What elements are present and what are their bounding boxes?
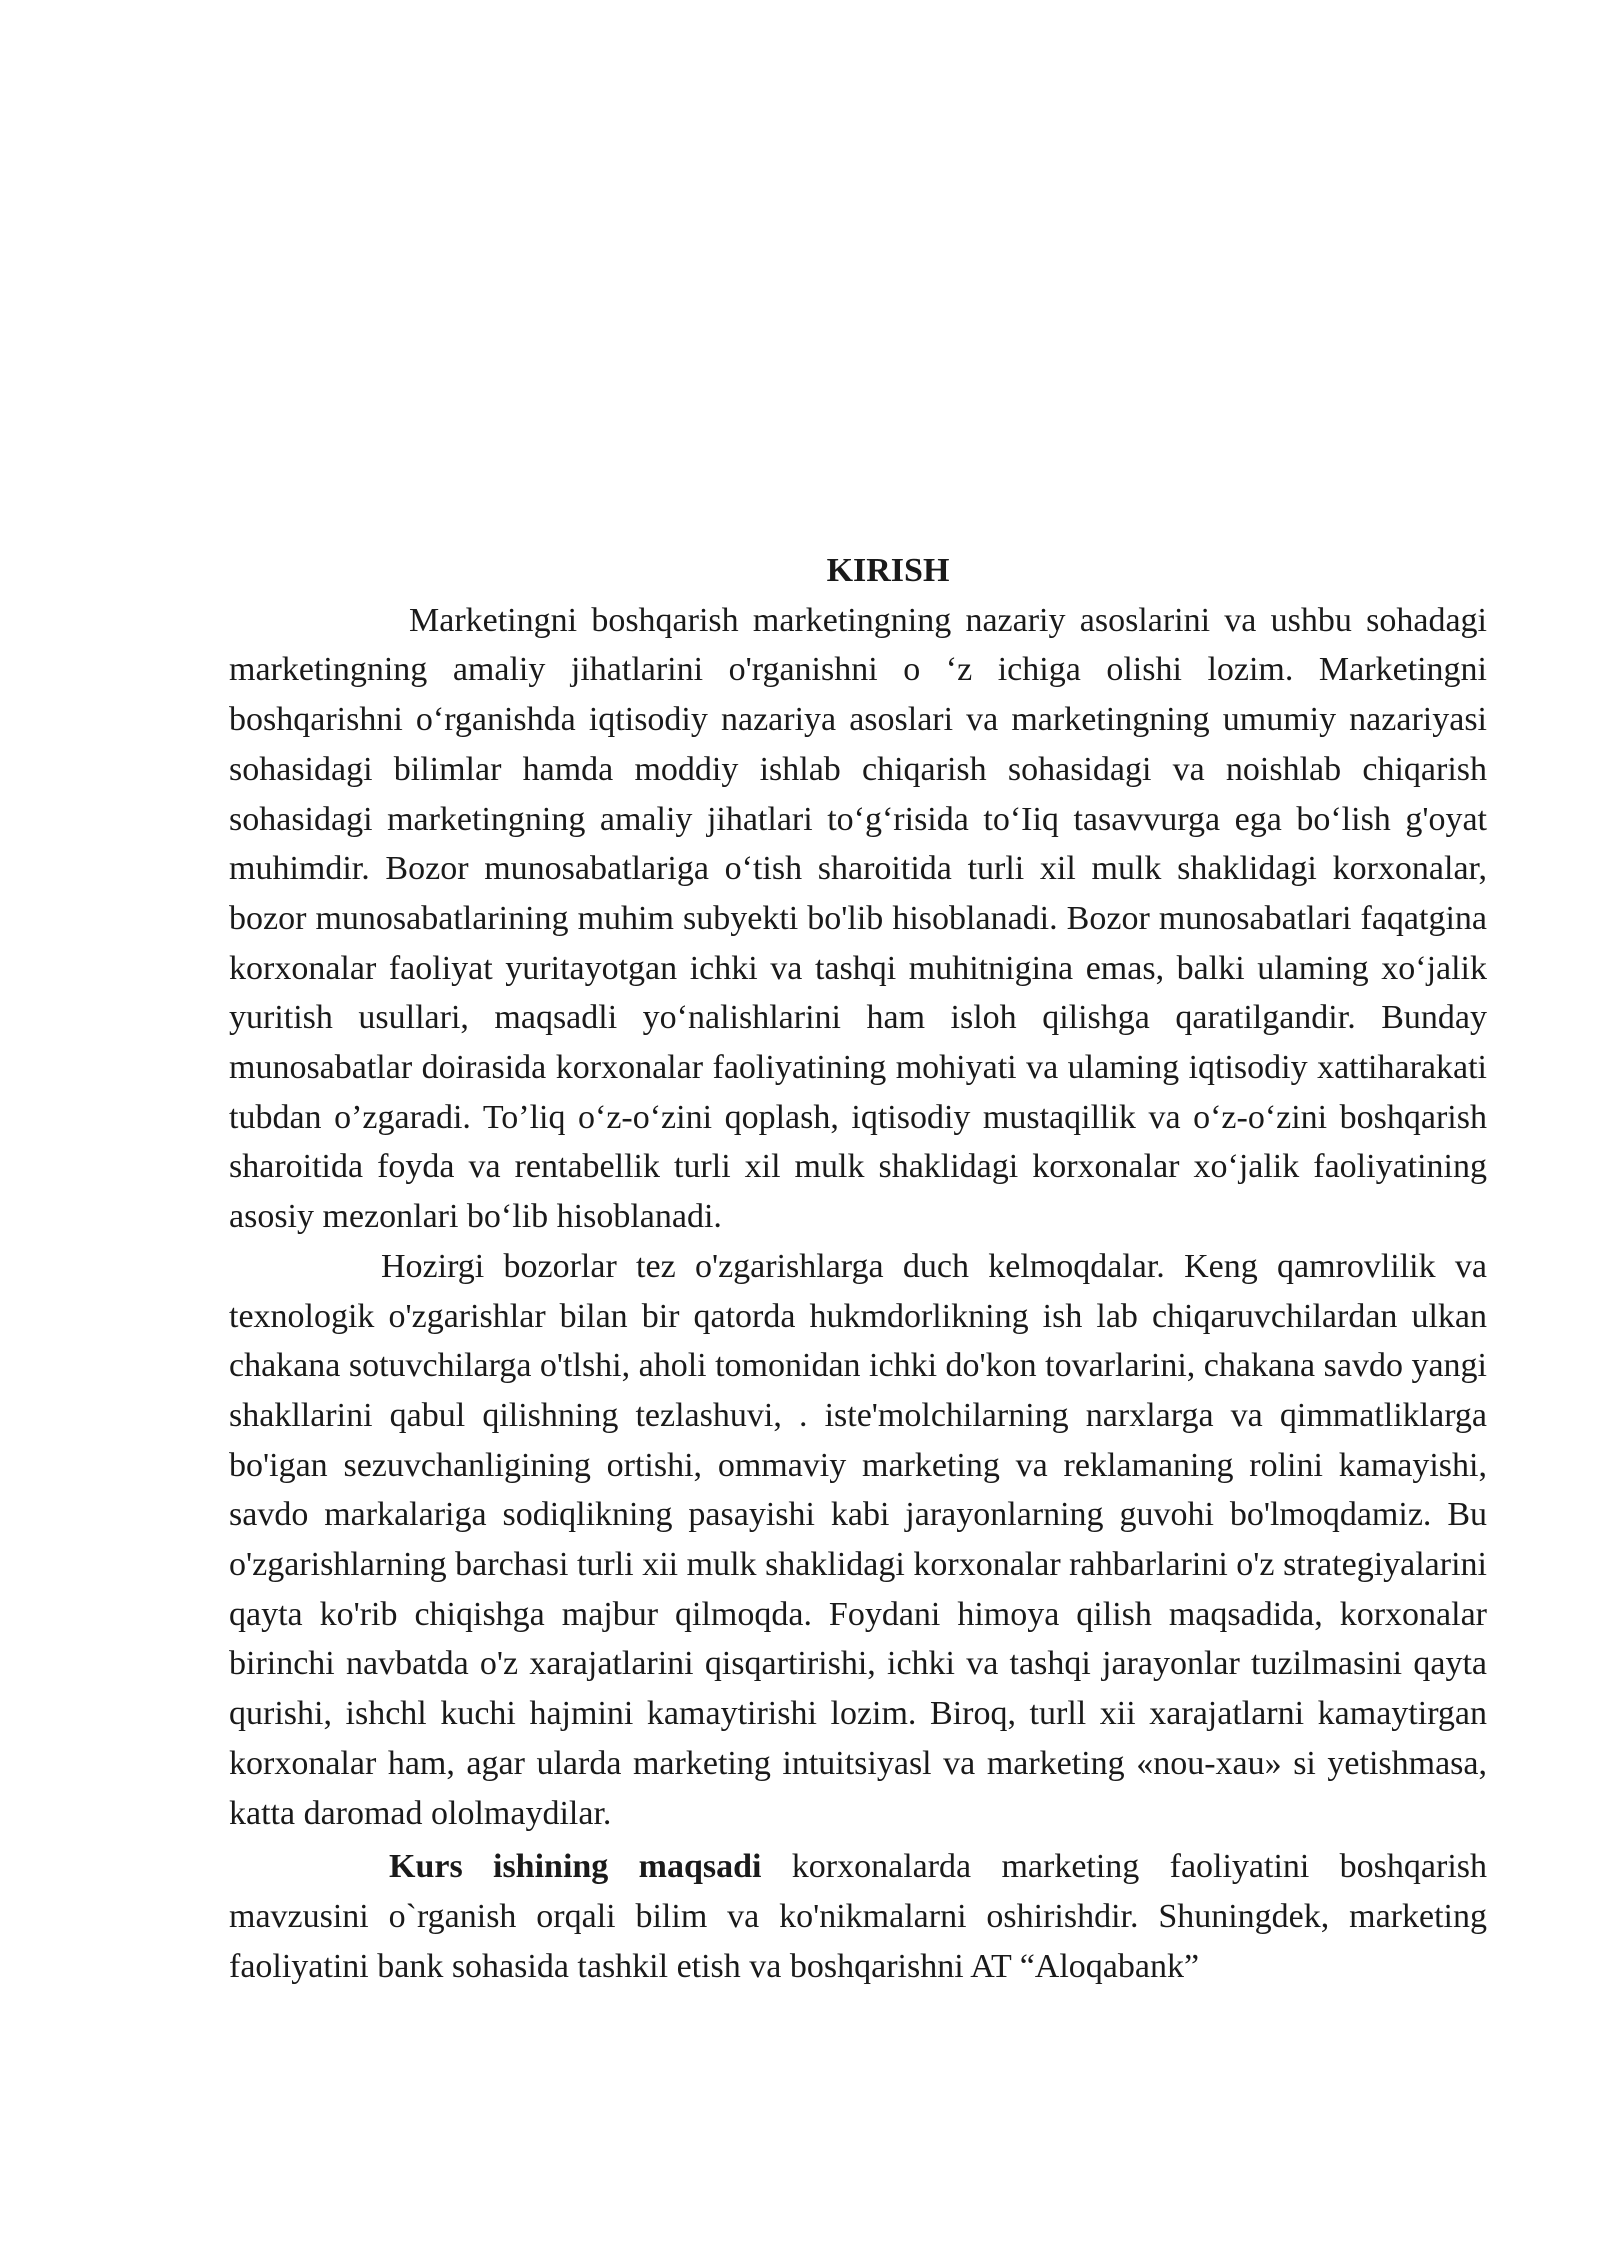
document-body — [229, 546, 1487, 1991]
paragraph-markets: Hozirgi bozorlar tez o'zgarishlarga duch kelmoqdalar. Keng qamrovlilik va texnologik o'zgarishlar bilan bir qatorda hukmdorlikning ish lab chiqaruvchilardan ulkan chakana sotuvchilarga o'tlshi, aholi tomonidan ichki do'kon tovarlarini, chakana savdo yangi shakllarini qabul qilishning tezlashuvi, . iste'molchilarning narxlarga va qimmatliklarga bo'igan sezuvchanligining ortishi, ommaviy marketing va reklamaning rolini kamayishi, savdo markalariga sodiqlikning pasayishi kabi jarayonlarning guvohi bo'lmoqdamiz. Bu o'zgarishlarning barchasi turli xii mulk shaklidagi korxonalar rahbarlarini o'z strategiyalarini qayta ko'rib chiqishga majbur qilmoqda. Foydani himoya qilish maqsadida, korxonalar birinchi navbatda o'z xarajatlarini qisqartirishi, ichki va tashqi jarayonlar tuzilmasini qayta qurishi, ishchl kuchi hajmini kamaytirishi lozim. Biroq, turll xii xarajatlarni kamaytirgan korxonalar ham, agar ularda marketing intuitsiyasl va marketing «nou-xau» si yetishmasa, katta daromad ololmaydilar. — [229, 1247, 1487, 1832]
goal-lead-text: Kurs ishining maqsadi — [389, 1848, 762, 1886]
goal-body-text: korxonalarda marketing faoliyatini boshqarish mavzusini o`rganish orqali bilim va ko'nikmalarni oshirishdir. Shuningdek, marketing faoliyatini bank sohasida tashkil etish va boshqarishni AT “Aloqabank” — [229, 1848, 1488, 1985]
paragraph-intro: Marketingni boshqarish marketingning nazariy asoslarini va ushbu sohadagi marketingning amaliy jihatlarini o'rganishni o ‘z ichiga olishi lozim. Marketingni boshqarishni o‘rganishda iqtisodiy nazariya asoslari va marketingning umumiy nazariyasi sohasidagi bilimlar hamda moddiy ishlab chiqarish sohasidagi va noishlab chiqarish sohasidagi marketingning amaliy jihatlari to‘g‘risida to‘Iiq tasavvurga ega bo‘lish g'oyat muhimdir. Bozor munosabatlariga o‘tish sharoitida turli xil mulk shaklidagi korxonalar, bozor munosabatlarining muhim subyekti bo'lib hisoblanadi. Bozor munosabatlari faqatgina korxonalar faoliyat yuritayotgan ichki va tashqi muhitnigina emas, balki ulaming xo‘jalik yuritish usullari, maqsadli yo‘nalishlarini ham isloh qilishga qaratilgandir. Bunday munosabatlar doirasida korxonalar faoliyatining mohiyati va ulaming iqtisodiy xattiharakati tubdan o’zgaradi. To’liq o‘z-o‘zini qoplash, iqtisodiy mustaqillik va o‘z-o‘zini boshqarish sharoitida foyda va rentabellik turli xil mulk shaklidagi korxonalar xo‘jalik faoliyatining asosiy mezonlari bo‘lib hisoblanadi. — [229, 601, 1487, 1236]
page-title: KIRISH — [826, 552, 950, 589]
paragraph-goal — [229, 1842, 1487, 1991]
